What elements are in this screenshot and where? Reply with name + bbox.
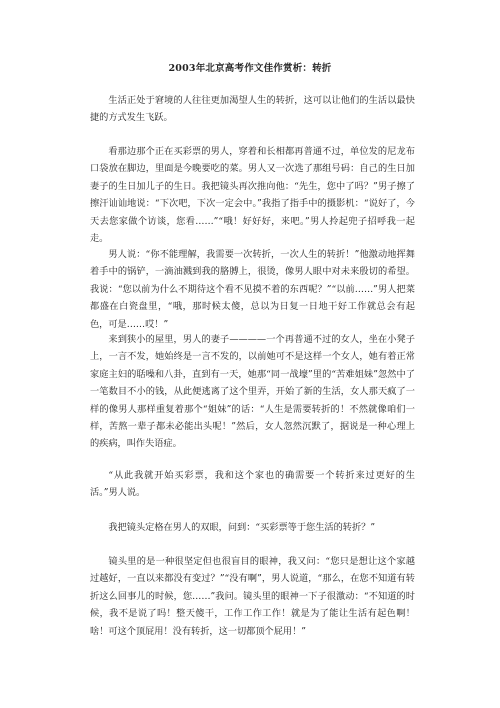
paragraph-lottery-man: 看那边那个正在买彩票的男人，穿着和长相都再普通不过，单位发的尼龙布口袋放在脚边，里面是今晚要吃的菜。男人又一次选了那组号码：自己的生日加妻子的生日加儿子的生日。我把镜头再次推向他：“先生，您中了吗？”男子擦了擦汗讪讪地说：“下次吧，下次一定会中。”我指了指手中的摄影机：“说好了，今天去您家做个访谈，您看……”“哦！好好好，来吧。”男人拎起兜子招呼我一起走。: [90, 146, 415, 245]
page-title: 2003年北京高考作文佳作赏析：转折: [168, 63, 332, 74]
paragraph-intro: 生活正处于窘境的人往往更加渴望人生的转折，这可以让他们的生活以最快捷的方式发生飞跃。: [90, 95, 415, 124]
paragraph-since-then: “从此我就开始买彩票，我和这个家也的确需要一个转折来过更好的生活。”男人说。: [90, 470, 415, 499]
paragraph-camera-question: 我把镜头定格在男人的双眼，问到：“买彩票等于您生活的转折？”: [108, 522, 376, 533]
paragraph-eyes: 镜头里的是一种很坚定但也很盲目的眼神，我又问：“您只是想让这个家越过越好，一直以来都没有变过？”“没有啊”，男人说道，“那么，在您不知道有转折这么回事儿的时候，您……”我问。镜头里的眼神一下子很激动：“不知道的时候，我不是说了吗！整天傻干，工作工作工作！就是为了能让生活有起色啊！啥！可这个顶屁用！没有转折，这一切都顶个屁用！”: [90, 556, 415, 637]
paragraph-man-speaks: 男人说：“你不能理解，我需要一次转折，一次人生的转折！”他激动地挥舞着手中的锅铲，一滴油溅到我的胳膊上，很烫，像男人眼中对未来殷切的希望。我说：“您以前为什么不期待这个看不见摸不着的东西呢？”“以前……”男人把菜都盛在白瓷盘里，“哦，那时候太傻，总以为日复一日地干好工作就总会有起色，可是……哎！”: [90, 249, 415, 330]
paragraph-wife: 来到狭小的屋里，男人的妻子————一个再普通不过的女人，坐在小凳子上，一言不发，她始终是一言不发的，以前她可不是这样一个女人，她有着正常家庭主妇的聒噪和八卦，直到有一天，她那“同一战壕”里的“苦难姐妹”忽然中了一笔数目不小的钱，从此便逃离了这个里弄，开始了新的生活，女人那天疯了一样的像男人那样重复着那个“姐妹”的话：“人生是需要转折的！不然就像咱们一样，苦熬一辈子都未必能出头呢！”然后，女人忽然沉默了，据说是一种心理上的疾病，叫作失语症。: [90, 334, 415, 450]
